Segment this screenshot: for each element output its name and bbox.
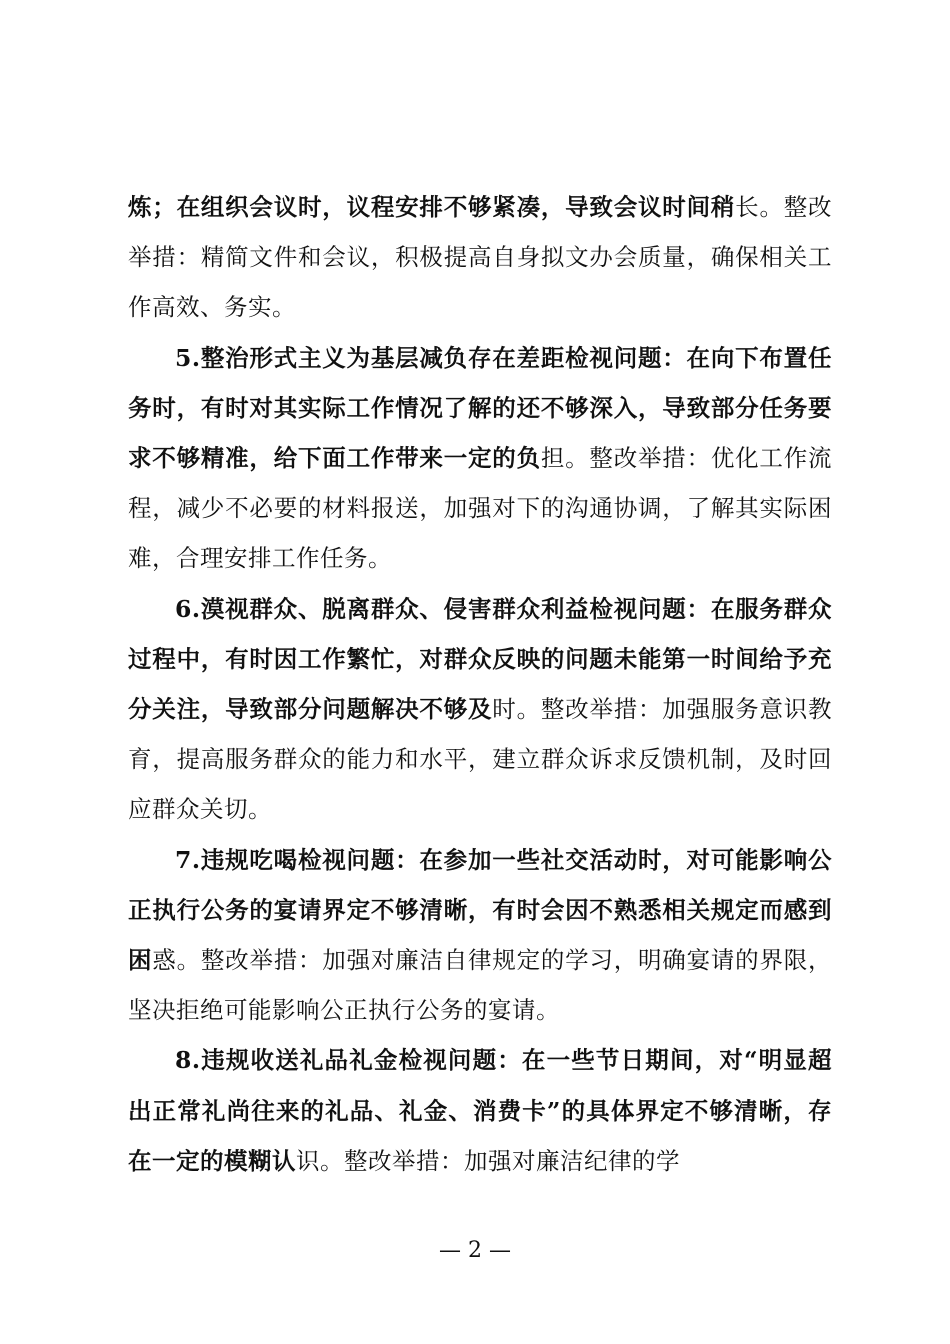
measure-text: 识。整改举措：加强对廉洁纪律的学 — [296, 1146, 680, 1175]
problem-text: 6.漠视群众、脱离群众、侵害群众利益检视问题：在服务群众过程中，有时因工作繁忙，对群众反映的问题未能第一时间给予充分关注，导致部分问题解决不够及 — [128, 594, 832, 724]
document-body — [128, 182, 832, 1186]
problem-text: 5.整治形式主义为基层减负存在差距检视问题：在向下布置任务时，有时对其实际工作情况了解的还不够深入，导致部分任务要求不够精准，给下面工作带来一定的负 — [128, 343, 832, 473]
paragraph-8 — [128, 1035, 832, 1186]
problem-text: 8.违规收送礼品礼金检视问题：在一些节日期间，对“明显超出正常礼尚往来的礼品、礼金、消费卡”的具体界定不够清晰，存在一定的模糊认 — [128, 1046, 832, 1175]
problem-text: 7.违规吃喝检视问题：在参加一些社交活动时，对可能影响公正执行公务的宴请界定不够清晰，有时会因不熟悉相关规定而感到困 — [128, 845, 832, 975]
page-number: — 2 — — [439, 1238, 511, 1263]
measure-text: 惑。整改举措：加强对廉洁自律规定的学习，明确宴请的界限，坚决拒绝可能影响公正执行公务的宴请。 — [128, 946, 833, 1025]
measure-text: 长。整改举措：精简文件和会议，积极提高自身拟文办会质量，确保相关工作高效、务实。 — [128, 193, 833, 322]
paragraph-7 — [128, 835, 832, 1036]
paragraph-5 — [128, 333, 832, 584]
measure-text: 时。整改举措：加强服务意识教育，提高服务群众的能力和水平，建立群众诉求反馈机制，及时回应群众关切。 — [128, 695, 833, 824]
paragraph-4-continuation — [128, 182, 832, 333]
problem-text: 炼；在组织会议时，议程安排不够紧凑，导致会议时间稍 — [128, 193, 736, 221]
paragraph-6 — [128, 584, 832, 835]
measure-text: 担。整改举措：优化工作流程，减少不必要的材料报送，加强对下的沟通协调，了解其实际困难，合理安排工作任务。 — [128, 444, 833, 573]
